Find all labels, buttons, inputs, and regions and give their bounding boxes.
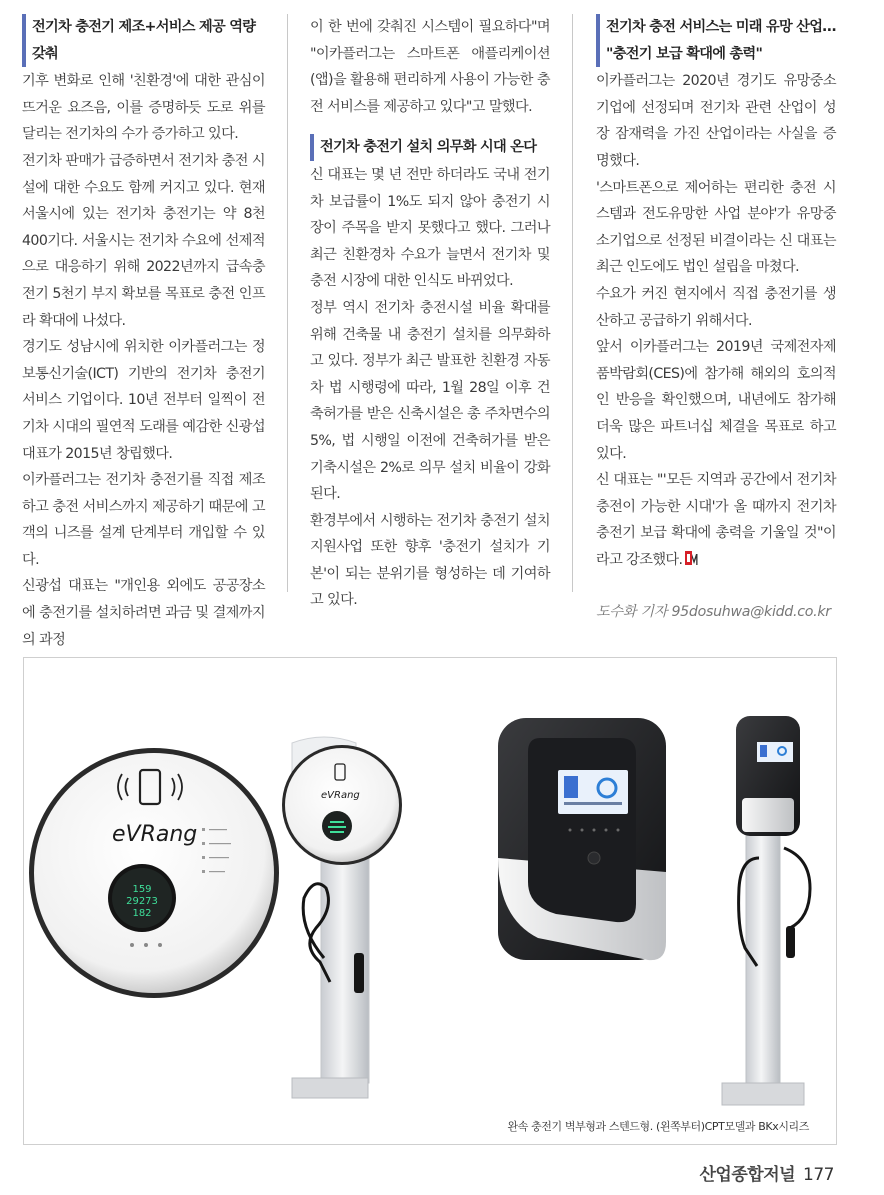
paragraph: 전기차 판매가 급증하면서 전기차 충전 시설에 대한 수요도 함께 커지고 있다. 현재 서울시에 있는 전기차 충전기는 약 8천400기다. 서울시는 전기차 수요에 선제적으로 대응하기 위해 2022년까지 급속충전기 5천기 부지 확보를 목표로 충전 인프라 확대에 나섰다. [22,152,265,329]
paragraph: 신광섭 대표는 "개인용 외에도 공공장소에 충전기를 설치하려면 과금 및 결제까지의 과정 [22,578,265,648]
section-heading-1: 전기차 충전기 제조+서비스 제공 역량 갖춰 [22,14,265,67]
journal-name: 산업종합저널 [699,1165,796,1185]
chargers-illustration [24,658,836,1144]
byline: 도수화 기자 95dosuhwa@kidd.co.kr [596,604,831,621]
brand-logo: eVRang [321,790,360,801]
display-line: 159 [132,884,152,895]
dm-end-mark-icon [685,551,698,565]
cpt-stand-charger [282,737,402,1098]
paragraph: 앞서 이카플러그는 2019년 국제전자제품박람회(CES)에 참가해 해외의 호의적인 반응을 확인했으며, 내년에도 참가해 더욱 많은 파트너십 체결을 목표로 하고 있다. [596,339,836,462]
page-footer [700,1160,835,1185]
paragraph: 기후 변화로 인해 '친환경'에 대한 관심이 뜨거운 요즈음, 이를 증명하듯 도로 위를 달리는 전기차의 수가 증가하고 있다. [22,73,265,143]
column-divider [572,14,573,592]
product-photo [23,657,837,1145]
article-column-3 [596,14,836,626]
article-column-1 [22,14,265,653]
cpt-wall-charger [29,748,279,998]
paragraph-last-text: 신 대표는 "'모든 지역과 공간에서 전기차 충전이 가능한 시대'가 올 때까지 전기차 충전기 보급 확대에 총력을 기울일 것"이라고 강조했다. [596,472,836,568]
paragraph: 신 대표는 몇 년 전만 하더라도 국내 전기차 보급률이 1%도 되지 않아 충전기 시장이 주목을 받지 못했다고 했다. 그러나 최근 친환경차 수요가 늘면서 전기차 및 충전 시장에 대한 인식도 바뀌었다. [310,166,550,290]
paragraph: 환경부에서 시행하는 전기차 충전기 설치 지원사업 또한 향후 '충전기 설치가 기본'이 되는 분위기를 형성하는 데 기여하고 있다. [310,512,550,609]
paragraph: 이카플러그는 2020년 경기도 유망중소기업에 선정되며 전기차 관련 산업이 성장 잠재력을 가진 산업이라는 사실을 증명했다. [596,73,836,169]
bkx-wall-charger [498,718,666,960]
paragraph: 수요가 커진 현지에서 직접 충전기를 생산하고 공급하기 위해서다. [596,285,836,329]
bkx-stand-charger [722,716,810,1105]
column-divider [287,14,288,592]
paragraph: '스마트폰으로 제어하는 편리한 충전 시스템과 전도유망한 사업 분야'가 유망중소기업으로 선정된 비결이라는 신 대표는 최근 인도에도 법인 설립을 마쳤다. [596,179,836,276]
paragraph-last [596,467,836,573]
paragraph: 경기도 성남시에 위치한 이카플러그는 정보통신기술(ICT) 기반의 전기차 충전기 서비스 기업이다. 10년 전부터 일찍이 전기차 시대의 필연적 도래를 예감한 신광섭 대표가 2015년 창립했다. [22,339,265,462]
brand-logo: eVRang [112,822,198,847]
section-heading-3: 전기차 충전 서비스는 미래 유망 산업… "충전기 보급 확대에 총력" [596,14,836,67]
article-column-2 [310,14,550,614]
display-line: 182 [132,908,152,919]
paragraph: 정부 역시 전기차 충전시설 비율 확대를 위해 건축물 내 충전기 설치를 의무화하고 있다. 정부가 최근 발표한 친환경 자동차 법 시행령에 따라, 1월 28일 이후 건축허가를 받은 신축시설은 총 주차면수의 5%, 법 시행일 이전에 건축허가를 받은 기축시설은 2%로 의무 설치 비율이 강화된다. [310,299,550,503]
page-number: 177 [803,1165,834,1185]
section-heading-2: 전기차 충전기 설치 의무화 시대 온다 [310,134,550,161]
display-line: 29273 [126,896,158,907]
paragraph: 이 한 번에 갖춰진 시스템이 필요하다"며 "이카플러그는 스마트폰 애플리케이션(앱)을 활용해 편리하게 사용이 가능한 충전 서비스를 제공하고 있다"고 말했다. [310,19,550,115]
photo-caption: 완속 충전기 벽부형과 스텐드형. (왼쪽부터)CPT모델과 BKx시리즈 [507,1120,809,1133]
paragraph: 이카플러그는 전기차 충전기를 직접 제조하고 충전 서비스까지 제공하기 때문에 고객의 니즈를 설계 단계부터 개입할 수 있다. [22,472,265,568]
